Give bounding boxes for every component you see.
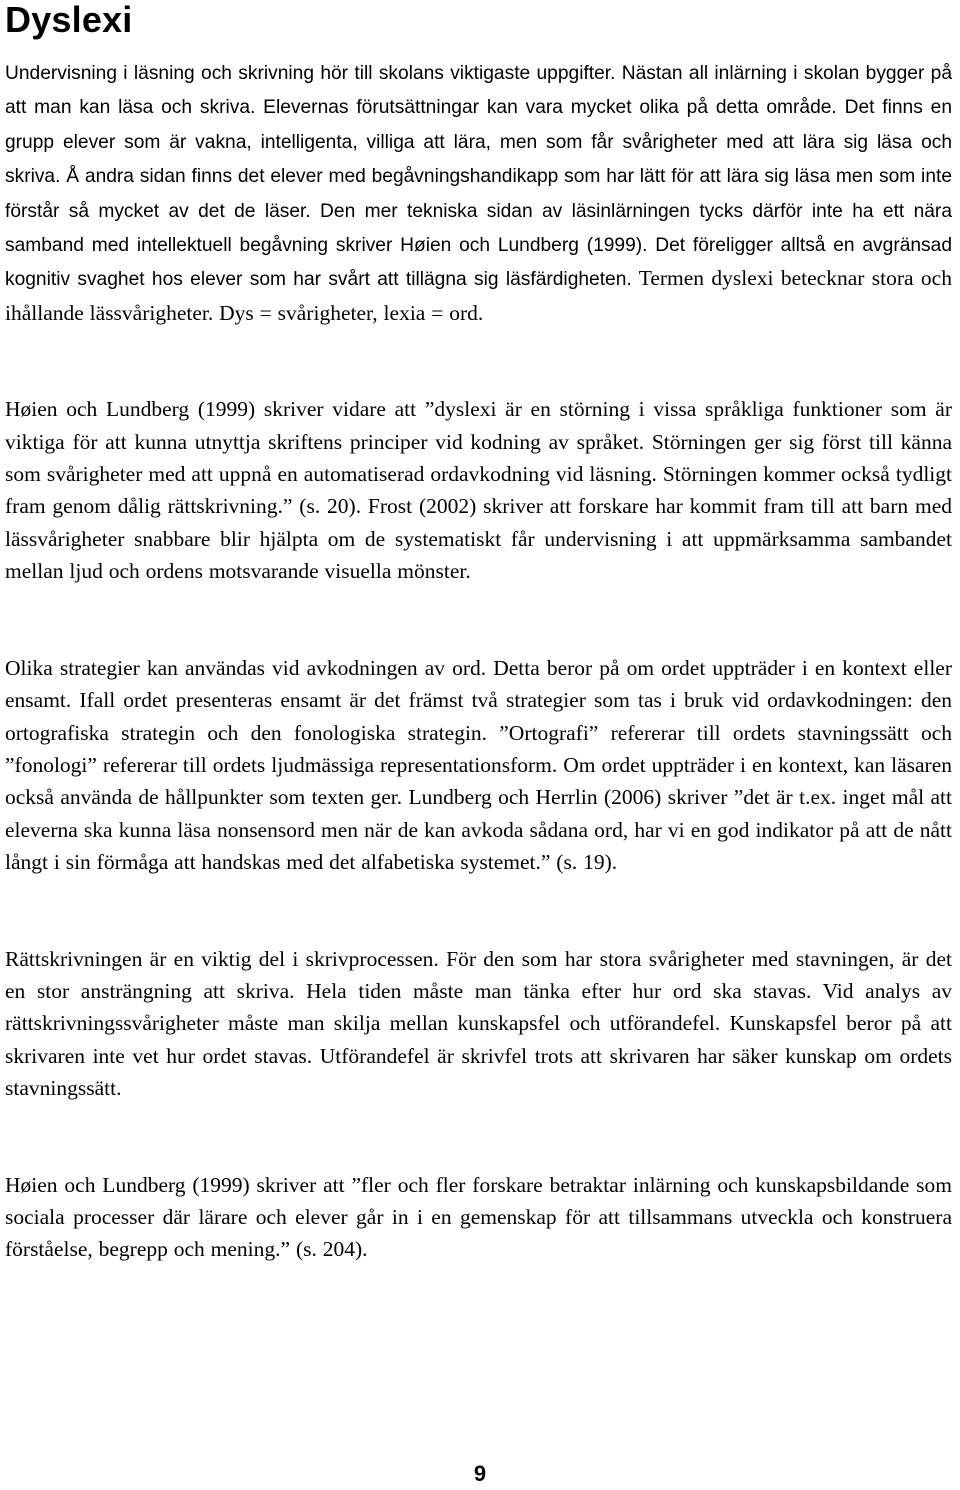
- paragraph-intro-serif-text: Termen dyslexi betecknar stora och ihållande lässvårigheter. Dys = svårigheter, lexia = ord.: [5, 266, 952, 325]
- paragraph-intro: [5, 56, 952, 329]
- paragraph-decoding-strategies: Olika strategier kan användas vid avkodningen av ord. Detta beror på om ordet uppträder i en kontext eller ensamt. Ifall ordet presenteras ensamt är det främst två strategier som tas i bruk vid ordavkodningen: den ortografiska strategin och den fonologiska strategin. ”Ortografi” refererar till ordets stavningssätt och ”fonologi” refererar till ordets ljudmässiga representationsform. Om ordet uppträder i en kontext, kan läsaren också använda de hållpunkter som texten ger. Lundberg och Herrlin (2006) skriver ”det är t.ex. inget mål att eleverna ska kunna läsa nonsensord men när de kan avkoda sådana ord, har vi en god indikator på att de nått långt i sin förmåga att handskas med det alfabetiska systemet.” (s. 19).: [5, 655, 952, 875]
- paragraph-spelling: Rättskrivningen är en viktig del i skrivprocessen. För den som har stora svårigheter med stavningen, är det en stor ansträngning att skriva. Hela tiden måste man tänka efter hur ord ska stavas. Vid analys av rättskrivningssvårigheter måste man skilja mellan kunskapsfel och utförandefel. Kunskapsfel beror på att skrivaren inte vet hur ordet stavas. Utförandefel är skrivfel trots att skrivaren har säker kunskap om ordets stavningssätt.: [5, 946, 952, 1101]
- paragraph-intro-sans-text: Undervisning i läsning och skrivning hör till skolans viktigaste uppgifter. Nästan all inlärning i skolan bygger på att man kan läsa och skriva. Elevernas förutsättningar kan vara mycket olika på detta område. Det finns en grupp elever som är vakna, intelligenta, villiga att lära, men som får svårigheter med att lära sig läsa och skriva. Å andra sidan finns det elever med begåvningshandikapp som har lätt för att lära sig läsa men som inte förstår så mycket av det de läser. Den mer tekniska sidan av läsinlärningen tycks därför inte ha ett nära samband med intellektuell begåvning skriver Høien och Lundberg (1999). Det föreligger alltså en avgränsad kognitiv svaghet hos elever som har svårt att tillägna sig läsfärdigheten.: [5, 63, 952, 291]
- section-heading: Dyslexi: [5, 0, 133, 40]
- paragraph-hoien-lundberg-definition: Høien och Lundberg (1999) skriver vidare att ”dyslexi är en störning i vissa språkliga funktioner som är viktiga för att kunna utnyttja skriftens principer vid kodning av språket. Störningen ger sig först till känna som svårigheter med att uppnå en automatiserad ordavkodning vid läsning. Störningen kommer också tydligt fram genom dålig rättskrivning.” (s. 20). Frost (2002) skriver att forskare har kommit fram till att barn med lässvårigheter snabbare blir hjälpta om de systematiskt får undervisning i att uppmärksamma sambandet mellan ljud och ordens motsvarande visuella mönster.: [5, 397, 952, 584]
- paragraph-social-learning: Høien och Lundberg (1999) skriver att ”fler och fler forskare betraktar inlärning och kunskapsbildande som sociala processer där lärare och elever går in i en gemenskap för att tillsammans utveckla och konstruera förståelse, begrepp och mening.” (s. 204).: [5, 1172, 952, 1262]
- page-number: 9: [473, 1461, 487, 1486]
